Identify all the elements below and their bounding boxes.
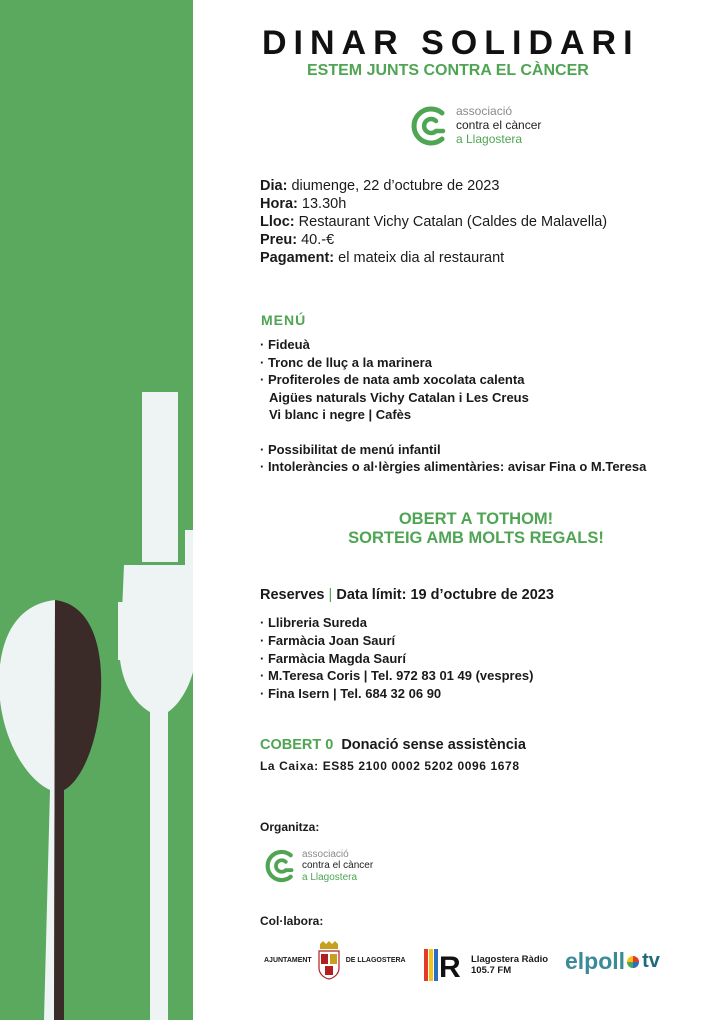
reserves-list	[260, 614, 533, 703]
menu-item: · Tronc de lluç a la marinera	[260, 354, 432, 370]
menu-note: · Intoleràncies o al·lèrgies alimentàries: avisar Fina o M.Teresa	[260, 459, 647, 474]
svg-text:R: R	[439, 951, 461, 981]
callout-open: OBERT A TOTHOM!	[398, 510, 554, 528]
fork-icon	[118, 392, 193, 1020]
collaborators-label: Col·labora:	[260, 914, 324, 928]
menu-item: Aigües naturals Vichy Catalan i Les Creus	[269, 389, 529, 405]
cutlery-illustration	[0, 0, 193, 1020]
detail-price: Preu: 40.-€	[260, 232, 335, 248]
logo-line-1: associació	[456, 104, 513, 119]
color-wheel-icon	[626, 955, 640, 969]
list-item: · M.Teresa Coris | Tel. 972 83 01 49 (vespres)	[260, 668, 534, 684]
logo-line-2: contra el càncer	[456, 118, 542, 133]
detail-day: Dia: diumenge, 22 d’octubre de 2023	[260, 178, 500, 194]
tv-logo: elpoll tv	[565, 948, 660, 974]
callout-raffle: SORTEIG AMB MOLTS REGALS!	[348, 529, 604, 547]
detail-payment: Pagament: el mateix dia al restaurant	[260, 250, 505, 266]
organizer-logo: associació contra el càncer a Llagostera	[261, 847, 373, 885]
association-mark-icon	[406, 103, 452, 149]
logo-line-3: a Llagostera	[456, 131, 523, 146]
event-title: DINAR SOLIDARI	[262, 24, 640, 62]
radio-logo: R Llagostera Ràdio 105.7 FM	[424, 949, 548, 981]
menu-list	[260, 336, 646, 476]
menu-title: MENÚ	[261, 312, 307, 328]
menu-note: · Possibilitat de menú infantil	[260, 441, 441, 457]
coat-of-arms-icon	[316, 940, 342, 980]
donation-line: COBERT 0 Donació sense assistència	[260, 737, 526, 753]
organizer-label: Organitza:	[260, 820, 320, 834]
list-item: · Llibreria Sureda	[260, 615, 367, 630]
list-item: · Farmàcia Joan Saurí	[260, 632, 396, 648]
reserves-heading: Reserves | Data límit: 19 d’octubre de 2023	[260, 587, 554, 603]
list-item: · Fina Isern | Tel. 684 32 06 90	[260, 686, 442, 702]
town-hall-logo: AJUNTAMENT DE LLAGOSTERA	[260, 940, 410, 980]
menu-item: Vi blanc i negre | Cafès	[269, 407, 412, 422]
menu-item: · Fideuà	[260, 337, 310, 352]
association-logo	[406, 103, 541, 149]
detail-place: Lloc: Restaurant Vichy Catalan (Caldes de Malavella)	[260, 214, 608, 230]
radio-mark-icon	[424, 949, 468, 981]
menu-item: · Profiteroles de nata amb xocolata calenta	[260, 372, 525, 387]
event-subtitle: ESTEM JUNTS CONTRA EL CÀNCER	[307, 62, 589, 79]
list-item: · Farmàcia Magda Saurí	[260, 650, 406, 666]
association-mark-icon	[261, 847, 299, 885]
event-details	[260, 177, 607, 267]
spoon-icon	[0, 600, 101, 1020]
bank-account: La Caixa: ES85 2100 0002 5202 0096 1678	[260, 759, 520, 773]
detail-time: Hora: 13.30h	[260, 196, 347, 212]
